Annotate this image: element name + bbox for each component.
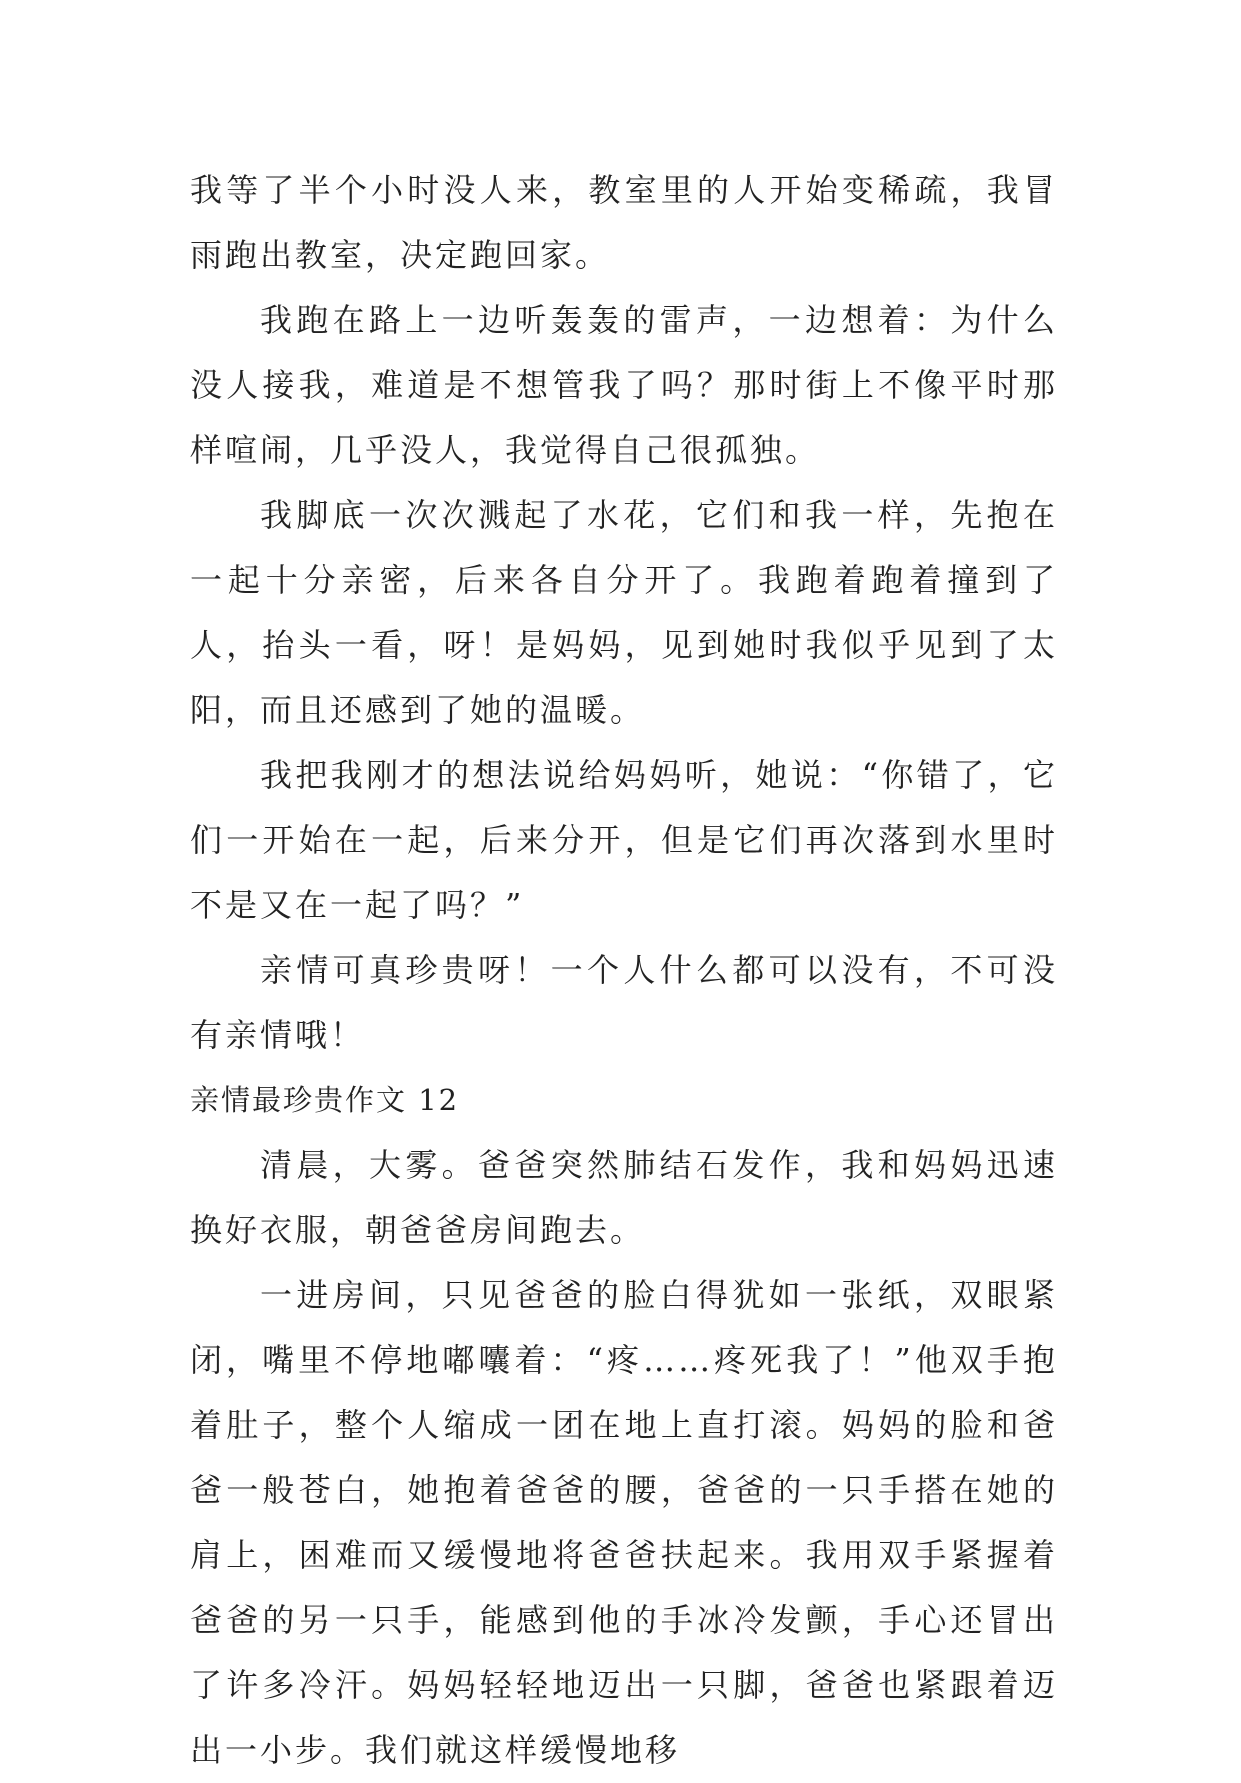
paragraph: 我把我刚才的想法说给妈妈听，她说：“你错了，它们一开始在一起，后来分开，但是它们再次落到水里时不是又在一起了吗？” [190,756,1058,924]
paragraph: 我跑在路上一边听轰轰的雷声，一边想着：为什么没人接我，难道是不想管我了吗？那时街上不像平时那样喧闹，几乎没人，我觉得自己很孤独。 [190,301,1058,469]
section-heading: 亲情最珍贵作文 12 [190,1083,460,1117]
document-body [190,158,1058,1783]
paragraph: 一进房间，只见爸爸的脸白得犹如一张纸，双眼紧闭，嘴里不停地嘟囔着：“疼……疼死我了！”他双手抱着肚子，整个人缩成一团在地上直打滚。妈妈的脸和爸爸一般苍白，她抱着爸爸的腰，爸爸的一只手搭在她的肩上，困难而又缓慢地将爸爸扶起来。我用双手紧握着爸爸的另一只手，能感到他的手冰冷发颤，手心还冒出了许多冷汗。妈妈轻轻地迈出一只脚，爸爸也紧跟着迈出一小步。我们就这样缓慢地移 [190,1276,1058,1769]
paragraph: 我脚底一次次溅起了水花，它们和我一样，先抱在一起十分亲密，后来各自分开了。我跑着跑着撞到了人，抬头一看，呀！是妈妈，见到她时我似乎见到了太阳，而且还感到了她的温暖。 [190,496,1058,729]
paragraph: 我等了半个小时没人来，教室里的人开始变稀疏，我冒雨跑出教室，决定跑回家。 [190,171,1058,274]
paragraph: 亲情可真珍贵呀！一个人什么都可以没有，不可没有亲情哦！ [190,951,1058,1054]
paragraph: 清晨，大雾。爸爸突然肺结石发作，我和妈妈迅速换好衣服，朝爸爸房间跑去。 [190,1146,1058,1249]
